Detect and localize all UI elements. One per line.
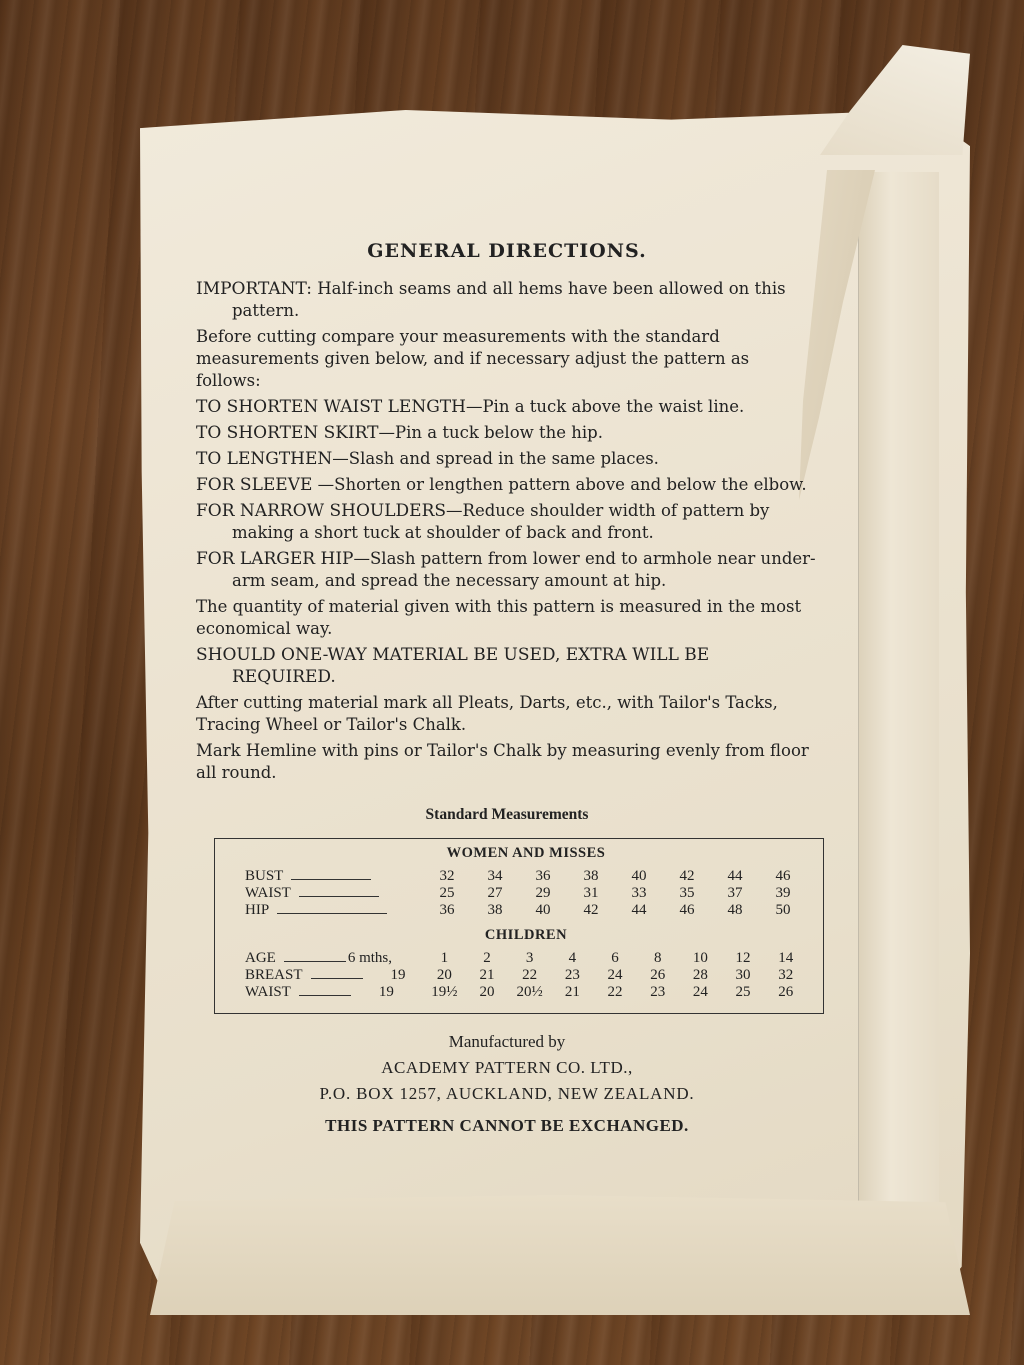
measurement-value: 8 (653, 950, 662, 966)
measurement-values (423, 885, 807, 902)
leader-line (311, 978, 363, 979)
leader-line (299, 896, 379, 897)
children-heading: CHILDREN (484, 927, 568, 943)
direction-text: Mark Hemline with pins or Tailor's Chalk by measuring evenly from floor all round. (196, 741, 809, 782)
direction-text: —Slash and spread in the same places. (332, 449, 659, 468)
footer (196, 1032, 818, 1136)
measurement-value: 50 (775, 902, 791, 918)
measurement-value: 26 (778, 984, 794, 1000)
envelope-side-strip (858, 172, 939, 1212)
measurement-values (423, 950, 807, 967)
direction-paragraph (196, 692, 818, 736)
direction-text: Half-inch seams and all hems have been allowed on this pattern. (232, 279, 786, 320)
measurement-value: 24 (607, 967, 623, 983)
direction-paragraph (196, 500, 818, 544)
measurement-value: 48 (727, 902, 743, 918)
footer-manufactured: Manufactured by (448, 1032, 566, 1051)
measurement-value: 34 (487, 868, 503, 884)
direction-text: The quantity of material given with this pattern is measured in the most economical way. (196, 597, 802, 638)
direction-lead: TO LENGTHEN (196, 449, 333, 469)
measurement-value: 22 (522, 967, 538, 983)
footer-address: P.O. BOX 1257, AUCKLAND, NEW ZEALAND. (319, 1084, 695, 1103)
direction-text: —Slash pattern from lower end to armhole near under-arm seam, and spread the necessary amount at hip. (232, 549, 816, 590)
direction-text: After cutting material mark all Pleats, Darts, etc., with Tailor's Tacks, Tracing Wheel or Tailor's Chalk. (196, 693, 778, 734)
measurement-value: 36 (535, 868, 551, 884)
measurement-value: 40 (535, 902, 551, 918)
measurement-label-text: AGE (245, 950, 276, 966)
direction-paragraph (196, 474, 818, 496)
measurement-value: 20 (436, 967, 452, 983)
measurement-value: 25 (439, 885, 455, 901)
measurement-value: 21 (479, 967, 495, 983)
page-title: GENERAL DIRECTIONS. (367, 240, 647, 262)
measurement-value: 44 (727, 868, 743, 884)
measurement-row (245, 950, 807, 967)
direction-lead: TO SHORTEN SKIRT (196, 423, 379, 443)
measurements-title: Standard Measurements (425, 806, 589, 823)
measurement-value: 21 (564, 984, 580, 1000)
direction-paragraph (196, 396, 818, 418)
measurement-label-text: WAIST (245, 885, 291, 901)
measurement-value: 6 mths, (347, 950, 393, 966)
measurement-value: 42 (583, 902, 599, 918)
measurement-value: 32 (778, 967, 794, 983)
measurement-value: 44 (631, 902, 647, 918)
measurement-value: 42 (679, 868, 695, 884)
measurement-value: 29 (535, 885, 551, 901)
measurement-value: 4 (568, 950, 577, 966)
envelope-bottom-flap (150, 1195, 970, 1315)
leader-line (299, 995, 351, 996)
footer-notice: THIS PATTERN CANNOT BE EXCHANGED. (325, 1116, 689, 1135)
measurement-label (245, 950, 423, 967)
measurement-label-text: BREAST (245, 967, 303, 983)
direction-lead: FOR NARROW SHOULDERS (196, 501, 447, 521)
measurement-value: 26 (650, 967, 666, 983)
measurement-value: 46 (679, 902, 695, 918)
measurement-value: 36 (439, 902, 455, 918)
direction-lead: TO SHORTEN WAIST LENGTH (196, 397, 466, 417)
measurement-value: 37 (727, 885, 743, 901)
measurement-value: 19 (390, 967, 406, 983)
measurement-value: 14 (778, 950, 794, 966)
measurement-value: 33 (631, 885, 647, 901)
measurement-value: 3 (525, 950, 534, 966)
measurement-value: 35 (679, 885, 695, 901)
measurement-values (423, 902, 807, 919)
measurement-label (245, 967, 423, 984)
direction-text: —Reduce shoulder width of pattern by making a short tuck at shoulder of back and front. (232, 501, 770, 542)
measurement-value: 28 (692, 967, 708, 983)
direction-text: —Pin a tuck above the waist line. (465, 397, 745, 416)
direction-paragraph (196, 548, 818, 592)
direction-lead: FOR LARGER HIP (196, 549, 354, 569)
direction-paragraph (196, 422, 818, 444)
measurement-value: 25 (735, 984, 751, 1000)
measurement-value: 10 (692, 950, 708, 966)
directions-content (196, 240, 818, 1136)
measurement-value: 40 (631, 868, 647, 884)
measurement-value: 20½ (516, 984, 543, 1000)
measurement-label (245, 984, 423, 1001)
measurement-values (423, 868, 807, 885)
measurement-value: 39 (775, 885, 791, 901)
measurement-value: 12 (735, 950, 751, 966)
measurement-label (245, 902, 423, 919)
measurement-value: 24 (692, 984, 708, 1000)
measurement-value: 6 (611, 950, 619, 966)
children-rows (245, 950, 807, 1001)
measurement-value: 23 (564, 967, 580, 983)
leader-line (291, 879, 371, 880)
measurement-label-text: BUST (245, 868, 284, 884)
measurement-value: 30 (735, 967, 751, 983)
measurement-value: 19 (378, 984, 394, 1000)
measurement-row (245, 967, 807, 984)
measurement-row (245, 984, 807, 1001)
footer-company: ACADEMY PATTERN CO. LTD., (381, 1058, 633, 1077)
measurement-row (245, 868, 807, 885)
direction-text: —Pin a tuck below the hip. (378, 423, 603, 442)
direction-paragraph (196, 644, 818, 688)
direction-lead: FOR SLEEVE (196, 475, 313, 495)
measurement-label (245, 868, 423, 885)
measurement-values (423, 984, 807, 1001)
direction-paragraph (196, 278, 818, 322)
women-heading: WOMEN AND MISSES (446, 845, 606, 861)
measurement-value: 27 (487, 885, 503, 901)
leader-line (284, 961, 346, 962)
measurement-value: 1 (440, 950, 449, 966)
measurements-table (214, 838, 824, 1014)
measurement-row (245, 885, 807, 902)
women-rows (245, 868, 807, 919)
measurement-label (245, 885, 423, 902)
measurement-value: 38 (487, 902, 503, 918)
torn-corner-flap (820, 45, 970, 155)
measurement-row (245, 902, 807, 919)
directions-list (196, 278, 818, 784)
measurement-value: 19½ (431, 984, 458, 1000)
measurement-value: 23 (650, 984, 666, 1000)
leader-line (277, 913, 387, 914)
direction-paragraph (196, 448, 818, 470)
measurement-value: 46 (775, 868, 791, 884)
direction-lead: IMPORTANT: (196, 279, 313, 299)
measurement-value: 38 (583, 868, 599, 884)
measurement-value: 22 (607, 984, 623, 1000)
direction-paragraph (196, 740, 818, 784)
direction-paragraph (196, 596, 818, 640)
direction-lead: SHOULD ONE-WAY MATERIAL BE USED, EXTRA WILL BE REQUIRED. (196, 645, 710, 687)
measurement-label-text: HIP (245, 902, 270, 918)
direction-text: Before cutting compare your measurements with the standard measurements given below, and if necessary adjust the pattern as follows: (196, 327, 750, 390)
measurement-value: 2 (483, 950, 491, 966)
measurement-label-text: WAIST (245, 984, 291, 1000)
measurement-value: 32 (439, 868, 455, 884)
direction-text: —Shorten or lengthen pattern above and below the elbow. (312, 475, 807, 494)
direction-paragraph (196, 326, 818, 392)
measurement-value: 31 (583, 885, 599, 901)
measurement-value: 20 (479, 984, 495, 1000)
measurement-values (423, 967, 807, 984)
